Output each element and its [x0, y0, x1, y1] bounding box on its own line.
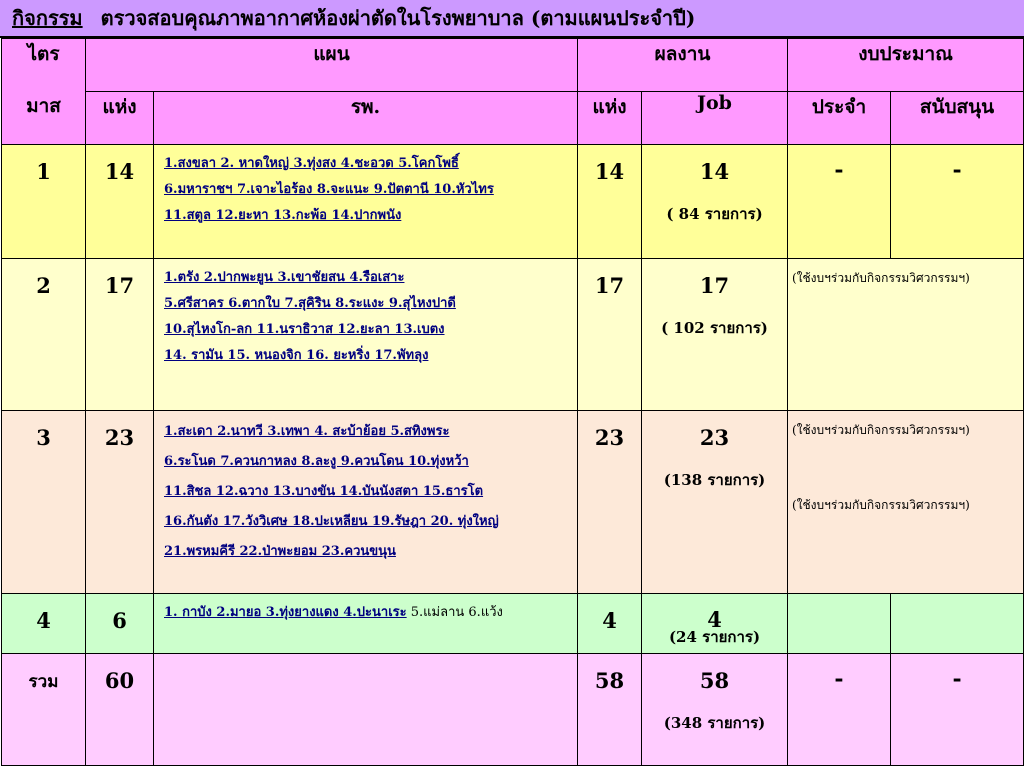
quarter-cell: 4 — [2, 594, 86, 654]
job-count: 14 — [699, 159, 730, 184]
plan-header: แผน — [86, 39, 578, 92]
job-items: ( 84 รายการ) — [666, 205, 763, 223]
activity-label: กิจกรรม — [12, 6, 83, 30]
quarter-header-line1: ไตร — [27, 43, 60, 65]
job-cell — [642, 594, 788, 654]
job-items: ( 102 รายการ) — [661, 319, 768, 337]
total-row — [2, 654, 1024, 766]
hospital-link-line[interactable]: 1.สะเดา 2.นาทวี 3.เทพา 4. สะบ้าย้อย 5.สทิงพระ — [164, 424, 450, 439]
quarter-cell: 3 — [2, 411, 86, 594]
title-bar — [0, 0, 1024, 38]
quarter-header — [2, 39, 86, 145]
plan-places-cell: 14 — [86, 145, 154, 259]
support-header: สนับสนุน — [891, 92, 1024, 145]
budget-note-cell — [788, 259, 1024, 411]
quarter-cell: 1 — [2, 145, 86, 259]
support-cell — [891, 594, 1024, 654]
quarter-cell: 2 — [2, 259, 86, 411]
total-support-cell: - — [891, 654, 1024, 766]
hospital-list — [154, 594, 578, 654]
quarter-header-line2: มาส — [26, 95, 61, 117]
hospital-link-line[interactable]: 6.ระโนด 7.ควนกาหลง 8.ละงู 9.ควนโดน 10.ทุ่งหว้า — [164, 454, 469, 469]
routine-cell: - — [788, 145, 891, 259]
hospital-link-line[interactable]: 1. กาบัง 2.มายอ 3.ทุ่งยางแดง 4.ปะนาเระ — [164, 605, 407, 620]
job-header: Job — [642, 92, 788, 145]
result-places-header: แห่ง — [578, 92, 642, 145]
total-result-places: 58 — [578, 654, 642, 766]
hospital-link-line[interactable]: 11.สิชล 12.ฉวาง 13.บางขัน 14.บันนังสตา 15.ธารโต — [164, 484, 484, 499]
job-count: 23 — [699, 425, 730, 450]
hospital-link-line[interactable]: 14. รามัน 15. หนองจิก 16. ยะหริ่ง 17.พัทลุง — [164, 348, 429, 363]
table-row — [2, 411, 1024, 594]
job-items: (138 รายการ) — [663, 471, 766, 489]
support-cell: - — [891, 145, 1024, 259]
total-job-items: (348 รายการ) — [663, 714, 766, 732]
total-job-cell — [642, 654, 788, 766]
hospital-link-line[interactable]: 5.ศรีสาคร 6.ตากใบ 7.สุคิริน 8.ระแงะ 9.สุไหงปาดี — [164, 296, 456, 311]
job-items: (24 รายการ) — [668, 628, 761, 646]
budget-header: งบประมาณ — [788, 39, 1024, 92]
hospital-link-line[interactable]: 16.กันตัง 17.วังวิเศษ 18.ปะเหลียน 19.รัษฎา 20. ทุ่งใหญ่ — [164, 514, 499, 529]
table-row — [2, 145, 1024, 259]
result-places-cell: 4 — [578, 594, 642, 654]
plan-table — [1, 38, 1024, 766]
plan-places-header: แห่ง — [86, 92, 154, 145]
budget-note: (ใช้งบฯร่วมกับกิจกรรมวิศวกรรมฯ) — [792, 271, 970, 285]
total-label: รวม — [2, 654, 86, 766]
plan-places-cell: 23 — [86, 411, 154, 594]
hospital-plain-text: 5.แม่ลาน 6.แว้ง — [406, 605, 503, 620]
hospital-list — [154, 259, 578, 411]
result-places-cell: 14 — [578, 145, 642, 259]
routine-header: ประจำ — [788, 92, 891, 145]
table-row — [2, 259, 1024, 411]
job-cell — [642, 259, 788, 411]
budget-note: (ใช้งบฯร่วมกับกิจกรรมวิศวกรรมฯ) — [792, 423, 970, 437]
plan-places-cell: 17 — [86, 259, 154, 411]
job-count: 17 — [699, 273, 730, 298]
budget-note-cell — [788, 411, 1024, 594]
header-row-2 — [2, 92, 1024, 145]
hospital-link-line[interactable]: 10.สุไหงโก-ลก 11.นราธิวาส 12.ยะลา 13.เบตง — [164, 322, 445, 337]
total-job-count: 58 — [699, 668, 730, 693]
hospital-link-line[interactable]: 1.สงขลา 2. หาดใหญ่ 3.ทุ่งสง 4.ชะอวด 5.โคกโพธิ์ — [164, 156, 459, 171]
hospital-link-line[interactable]: 11.สตูล 12.ยะหา 13.กะพ้อ 14.ปากพนัง — [164, 208, 402, 223]
total-plan-places: 60 — [86, 654, 154, 766]
plan-places-cell: 6 — [86, 594, 154, 654]
hospital-link-line[interactable]: 6.มหาราชฯ 7.เจาะไอร้อง 8.จะแนะ 9.ปัตตานี 10.หัวไทร — [164, 182, 494, 197]
job-cell — [642, 145, 788, 259]
page-title: ตรวจสอบคุณภาพอากาศห้องผ่าตัดในโรงพยาบาล (ตามแผนประจำปี) — [100, 6, 696, 30]
total-hospitals-cell — [154, 654, 578, 766]
hospital-list — [154, 411, 578, 594]
total-routine-cell: - — [788, 654, 891, 766]
result-header: ผลงาน — [578, 39, 788, 92]
result-places-cell: 23 — [578, 411, 642, 594]
hospital-link-line[interactable]: 1.ตรัง 2.ปากพะยูน 3.เขาชัยสน 4.รือเสาะ — [164, 270, 405, 285]
table-row — [2, 594, 1024, 654]
hospital-list — [154, 145, 578, 259]
job-cell — [642, 411, 788, 594]
result-places-cell: 17 — [578, 259, 642, 411]
header-row-1 — [2, 39, 1024, 92]
hospital-link-line[interactable]: 21.พรหมคีรี 22.ป่าพะยอม 23.ควนขนุน — [164, 544, 396, 559]
routine-cell — [788, 594, 891, 654]
job-count: 4 — [707, 607, 722, 632]
hospitals-header: รพ. — [154, 92, 578, 145]
budget-note-2: (ใช้งบฯร่วมกับกิจกรรมวิศวกรรมฯ) — [792, 498, 970, 512]
